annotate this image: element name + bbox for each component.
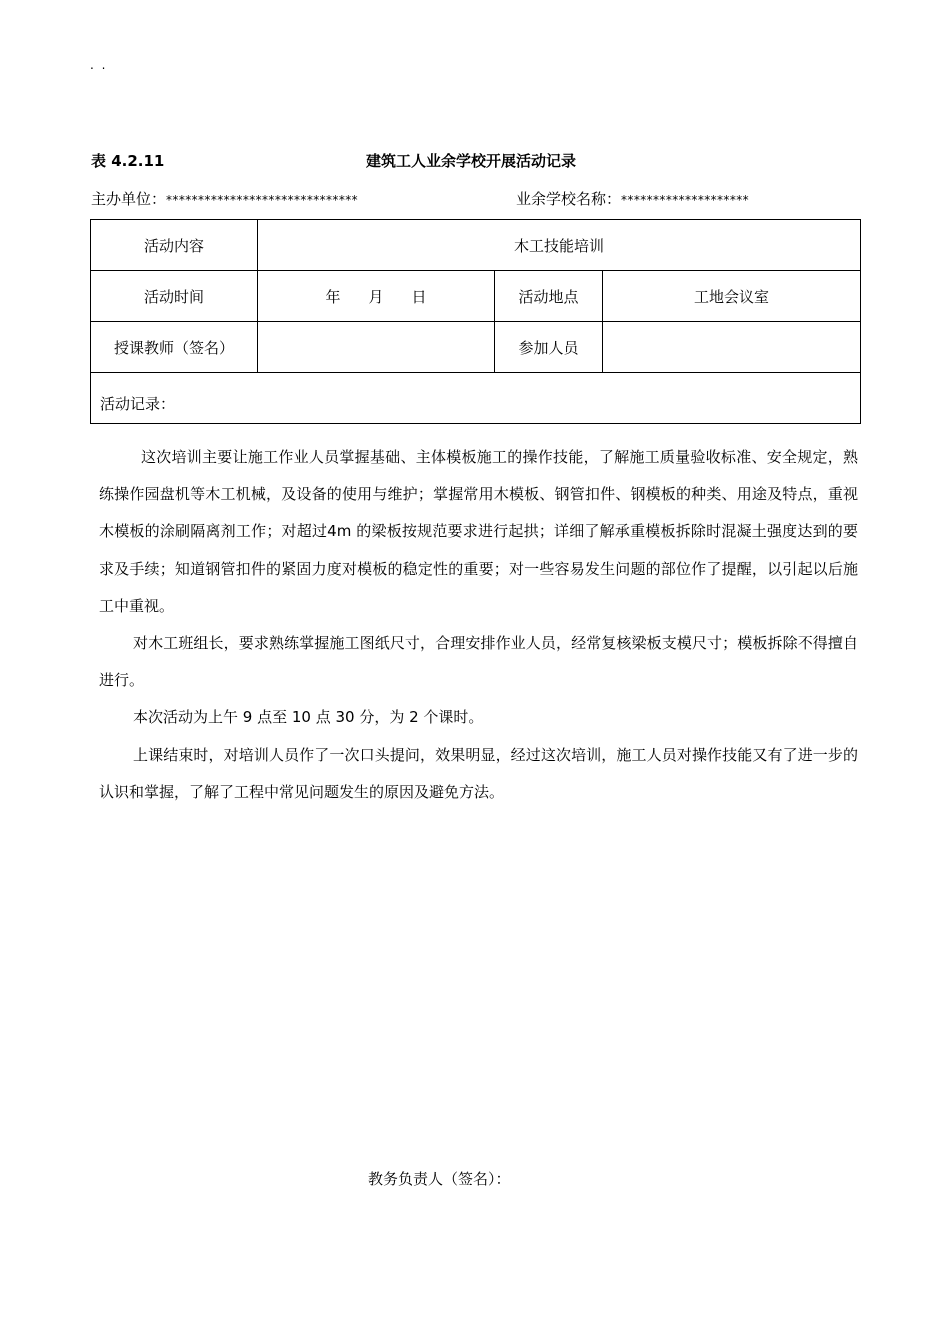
record-row [91,373,861,424]
page-marker-dots: . . [90,58,108,72]
record-paragraph: 本次活动为上午 9 点至 10 点 30 分，为 2 个课时。 [133,708,484,727]
place-value: 工地会议室 [603,271,861,322]
document-title: 建筑工人业余学校开展活动记录 [366,152,577,170]
participants-field[interactable] [603,322,861,373]
time-value [258,271,495,322]
record-paragraph: 对木工班组长，要求熟练掌握施工图纸尺寸，合理安排作业人员，经常复核梁板支模尺寸；模板拆除不得擅自进行。 [99,634,859,690]
teacher-signature-field[interactable] [258,322,495,373]
content-value: 木工技能培训 [258,220,861,271]
teacher-participants-row [91,322,861,373]
school-name-value: ******************** [621,193,750,207]
time-label: 活动时间 [91,271,258,322]
record-body [99,439,858,811]
school-name-line [516,188,749,209]
teacher-label: 授课教师（签名） [91,322,258,373]
content-label: 活动内容 [91,220,258,271]
time-year: 年 [325,287,341,306]
participants-label: 参加人员 [495,322,603,373]
record-cell [91,373,861,1188]
host-unit-line [91,188,358,209]
record-label: 活动记录： [100,395,176,413]
content-row [91,220,861,271]
record-paragraph: 这次培训主要让施工作业人员掌握基础、主体模板施工的操作技能，了解施工质量验收标准、安全规定，熟练操作园盘机等木工机械，及设备的使用与维护；掌握常用木模板、钢管扣件、钢模板的种类、用途及特点，重视木模板的涂刷隔离剂工作；对超过4m 的梁板按规范要求进行起拱；详细了解承重模板拆除时混凝土强度达到的要求及手续；知道钢管扣件的紧固力度对模板的稳定性的重要；对一些容易发生问题的部位作了提醒，以引起以后施工中重视。 [99,448,859,615]
time-place-row [91,271,861,322]
record-paragraph: 上课结束时，对培训人员作了一次口头提问，效果明显，经过这次培训，施工人员对操作技能又有了进一步的认识和掌握，了解了工程中常见问题发生的原因及避免方法。 [99,745,859,801]
academic-director-signature-label: 教务负责人（签名）： [368,1170,511,1188]
place-label: 活动地点 [495,271,603,322]
school-name-label: 业余学校名称： [516,190,622,208]
host-unit-value: ****************************** [166,193,359,207]
time-month: 月 [368,287,384,306]
host-unit-label: 主办单位： [91,190,167,208]
time-day: 日 [411,287,427,306]
activity-record-form [90,219,861,1188]
table-number: 表 4.2.11 [91,152,165,170]
